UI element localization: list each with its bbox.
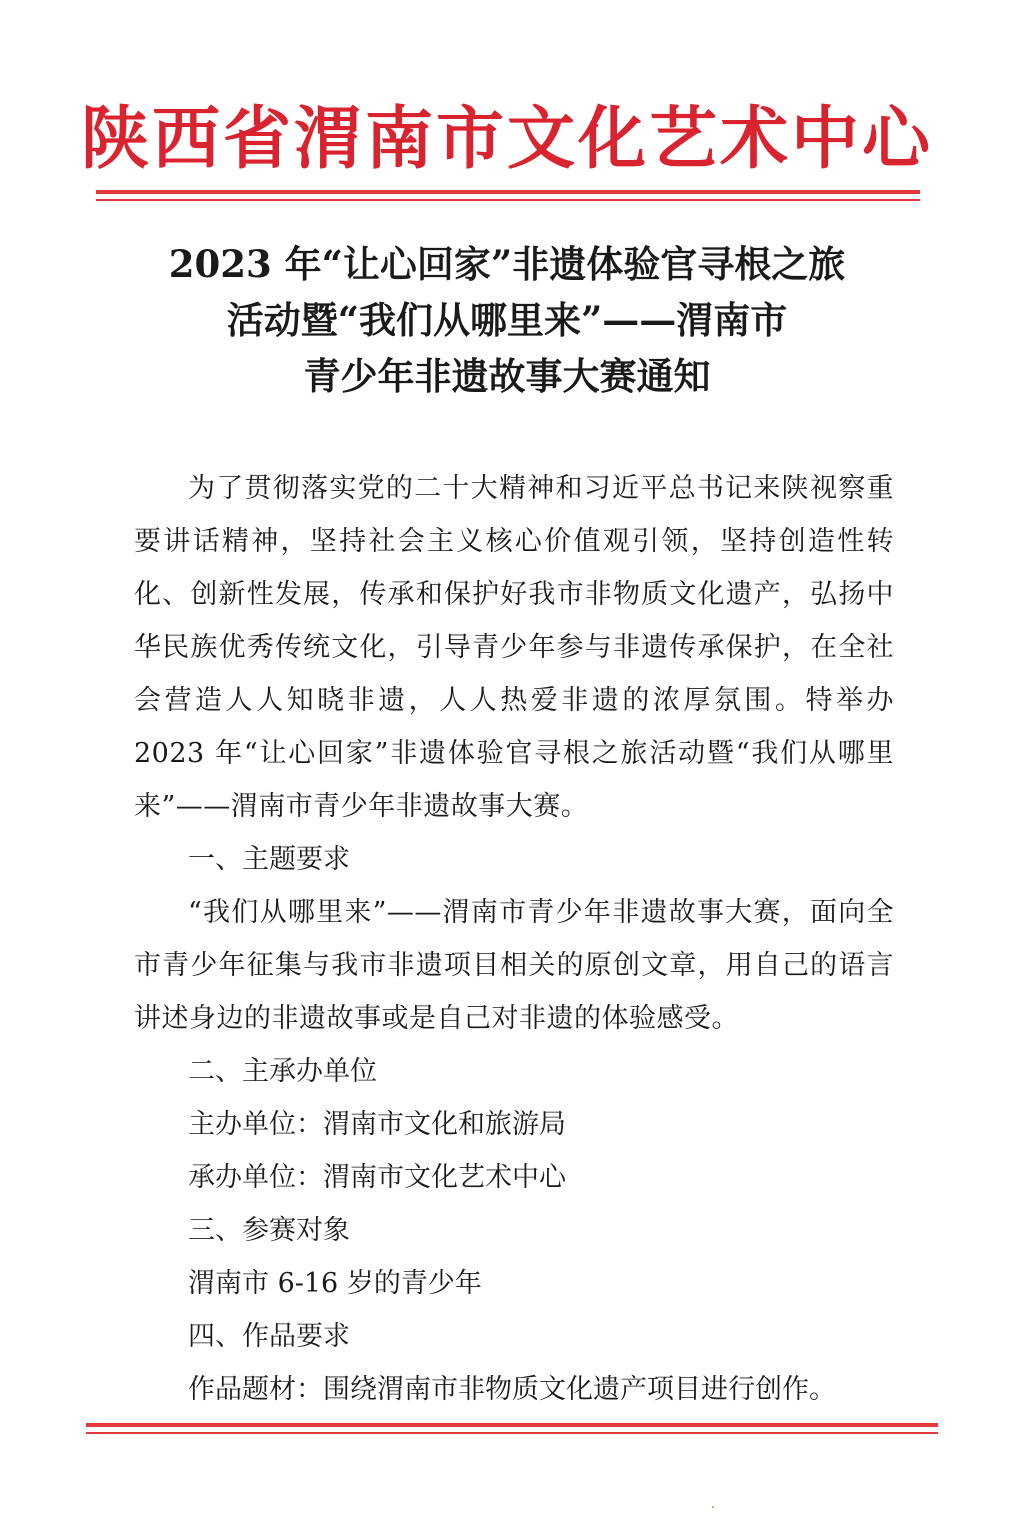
host-unit: 主办单位：渭南市文化和旅游局 bbox=[188, 1109, 566, 1140]
letterhead-org-name: 陕西省渭南市文化艺术中心 bbox=[80, 100, 933, 179]
intro-paragraph: 为了贯彻落实党的二十大精神和习近平总书记来陕视察重要讲话精神，坚持社会主义核心价值观引领，坚持创造性转化、创新性发展，传承和保护好我市非物质文化遗产，弘扬中华民族优秀传统文化，引导青少年参与非遗传承保护，在全社会营造人人知晓非遗，人人热爱非遗的浓厚氛围。特举办 2023 年“让心回家”非遗体验官寻根之旅活动暨“我们从哪里来”——渭南市青少年非遗故事大赛。 bbox=[134, 473, 894, 822]
section-1-heading: 一、主题要求 bbox=[188, 844, 350, 875]
participants-text: 渭南市 6-16 岁的青少年 bbox=[188, 1268, 482, 1299]
document-title bbox=[0, 236, 1014, 404]
title-line-3: 青少年非遗故事大赛通知 bbox=[303, 354, 711, 398]
letterhead-red-rule-thick bbox=[96, 190, 920, 194]
section-2-heading: 二、主承办单位 bbox=[188, 1056, 377, 1087]
letterhead-red-rule-thin bbox=[96, 199, 920, 201]
work-theme-text: 作品题材：围绕渭南市非物质文化遗产项目进行创作。 bbox=[188, 1374, 836, 1405]
section-3-heading: 三、参赛对象 bbox=[188, 1215, 350, 1246]
document-body bbox=[134, 462, 894, 1416]
title-line-2: 活动暨“我们从哪里来”——渭南市 bbox=[226, 298, 788, 342]
title-line-1: 2023 年“让心回家”非遗体验官寻根之旅 bbox=[168, 242, 846, 286]
section-1-paragraph: “我们从哪里来”——渭南市青少年非遗故事大赛，面向全市青少年征集与我市非遗项目相关的原创文章，用自己的语言讲述身边的非遗故事或是自己对非遗的体验感受。 bbox=[134, 897, 894, 1034]
organizer-unit: 承办单位：渭南市文化艺术中心 bbox=[188, 1162, 566, 1193]
footer-red-rule-thick bbox=[86, 1423, 938, 1427]
scan-speck bbox=[712, 1506, 714, 1508]
footer-red-rule-thin bbox=[86, 1432, 938, 1434]
section-4-heading: 四、作品要求 bbox=[188, 1321, 350, 1352]
